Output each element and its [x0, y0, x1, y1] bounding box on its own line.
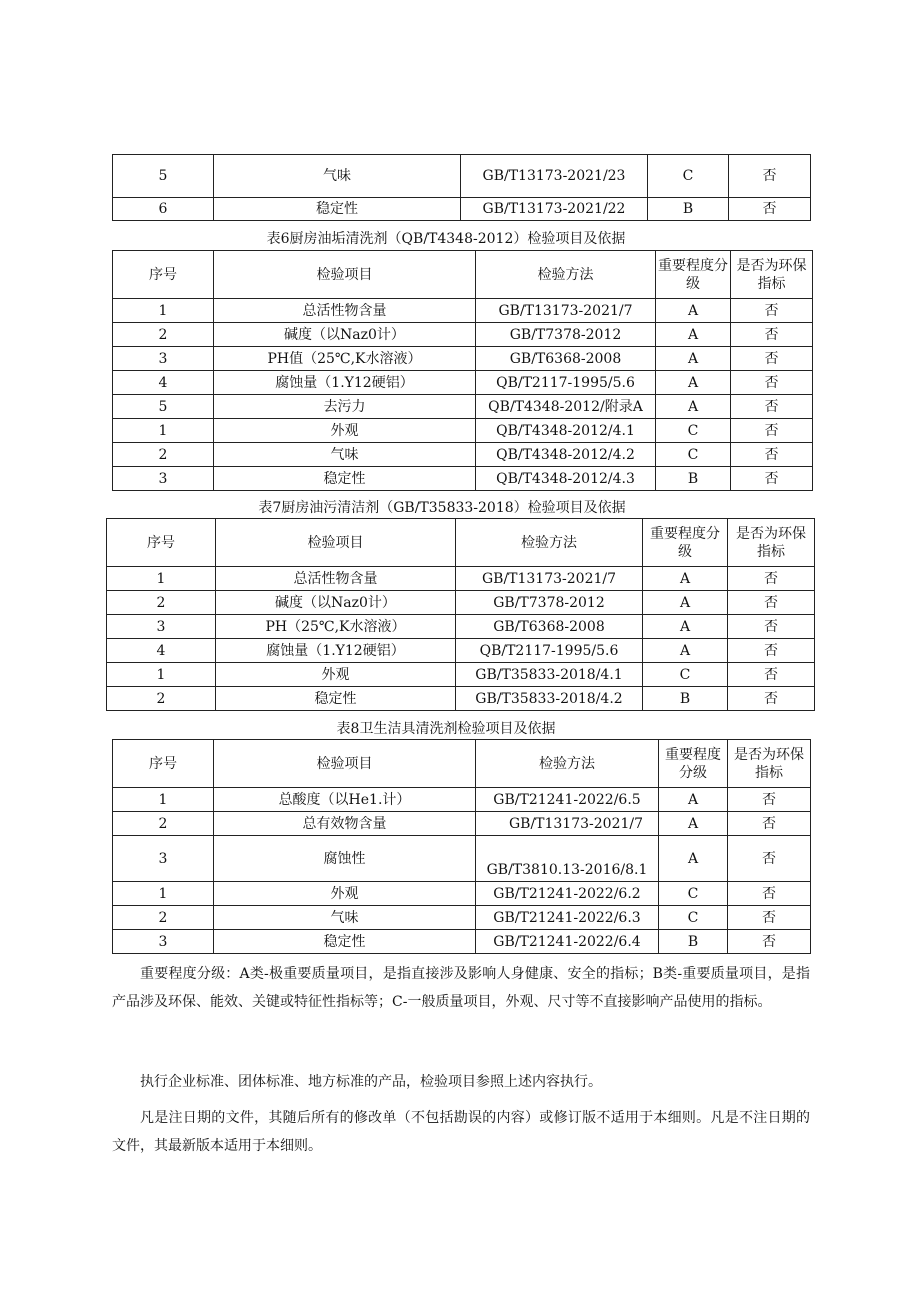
table6-caption: 表6厨房油垢清洗剂（QB/T4348-2012）检验项目及依据: [266, 231, 626, 247]
cell-no: 1: [113, 788, 214, 812]
cell-no: 5: [113, 155, 214, 198]
cell-grade: B: [648, 198, 729, 221]
table-row: [113, 371, 813, 395]
cell-item: 稳定性: [214, 198, 461, 221]
cell-env: 否: [731, 467, 813, 491]
table-row: [113, 155, 811, 198]
cell-item: 稳定性: [216, 687, 456, 711]
cell-env: 否: [728, 930, 811, 954]
header-env: 是否为环保指标: [728, 519, 815, 567]
table-row: [107, 663, 815, 687]
cell-item: 稳定性: [214, 930, 476, 954]
cell-method: GB/T35833-2018/4.2: [456, 687, 643, 711]
cell-no: 3: [113, 930, 214, 954]
table7: [106, 518, 815, 711]
cell-env: 否: [731, 299, 813, 323]
cell-env: 否: [731, 371, 813, 395]
table-row: [113, 323, 813, 347]
cell-no: 4: [107, 639, 216, 663]
cell-env: 否: [728, 906, 811, 930]
cell-env: 否: [731, 443, 813, 467]
cell-grade: A: [643, 615, 728, 639]
table-row: [107, 615, 815, 639]
grade-explanation-paragraph: 重要程度分级：A类-极重要质量项目，是指直接涉及影响人身健康、安全的指标；B类-重要质量项目，是指产品涉及环保、能效、关键或特征性指标等；C-一般质量项目，外观、尺寸等不直接影响产品使用的指标。: [112, 966, 810, 1010]
header-grade: 重要程度分级: [659, 740, 728, 788]
table8-caption: 表8卫生洁具清洗剂检验项目及依据: [336, 721, 556, 737]
cell-method: GB/T7378-2012: [456, 591, 643, 615]
standards-paragraph: 执行企业标准、团体标准、地方标准的产品，检验项目参照上述内容执行。: [140, 1074, 602, 1090]
cell-grade: C: [659, 882, 728, 906]
cell-item: 碱度（以Naz0计）: [216, 591, 456, 615]
cell-grade: B: [643, 687, 728, 711]
cell-item: 总活性物含量: [214, 299, 476, 323]
header-env: 是否为环保指标: [731, 251, 813, 299]
cell-env: 否: [728, 812, 811, 836]
cell-no: 1: [107, 663, 216, 687]
cell-grade: C: [648, 155, 729, 198]
cell-item: 去污力: [214, 395, 476, 419]
cell-no: 1: [113, 299, 214, 323]
cell-env: 否: [728, 591, 815, 615]
cell-grade: A: [656, 323, 731, 347]
cell-item: 外观: [214, 419, 476, 443]
cell-no: 2: [113, 812, 214, 836]
cell-env: 否: [731, 419, 813, 443]
table-header-row: [107, 519, 815, 567]
cell-no: 1: [113, 419, 214, 443]
dated-documents-paragraph: 凡是注日期的文件，其随后所有的修改单（不包括勘误的内容）或修订版不适用于本细则。凡是不注日期的文件，其最新版本适用于本细则。: [112, 1110, 810, 1154]
cell-grade: A: [656, 347, 731, 371]
table7-caption: 表7厨房油污清洁剂（GB/T35833-2018）检验项目及依据: [258, 500, 626, 516]
header-no: 序号: [113, 251, 214, 299]
table-row: [113, 882, 811, 906]
cell-method: GB/T21241-2022/6.3: [476, 906, 659, 930]
table-row: [113, 467, 813, 491]
cell-method: QB/T2117-1995/5.6: [456, 639, 643, 663]
cell-method: GB/T13173-2021/23: [461, 155, 648, 198]
cell-item: 气味: [214, 443, 476, 467]
table-row: [107, 639, 815, 663]
cell-method: GB/T13173-2021/22: [461, 198, 648, 221]
header-grade: 重要程度分级: [643, 519, 728, 567]
cell-item: 气味: [214, 155, 461, 198]
cell-env: 否: [729, 155, 811, 198]
cell-method: QB/T4348-2012/4.3: [476, 467, 656, 491]
cell-grade: C: [656, 443, 731, 467]
table-row: [113, 419, 813, 443]
cell-grade: B: [659, 930, 728, 954]
cell-env: 否: [731, 323, 813, 347]
cell-method: QB/T4348-2012/附录A: [476, 395, 656, 419]
cell-env: 否: [728, 663, 815, 687]
cell-grade: A: [656, 395, 731, 419]
header-item: 检验项目: [216, 519, 456, 567]
cell-item: 总活性物含量: [216, 567, 456, 591]
table-row: [113, 395, 813, 419]
table-row: [113, 812, 811, 836]
table-header-row: [113, 740, 811, 788]
cell-method: GB/T35833-2018/4.1: [456, 663, 643, 687]
cell-grade: C: [643, 663, 728, 687]
cell-no: 3: [107, 615, 216, 639]
header-no: 序号: [113, 740, 214, 788]
cell-method: GB/T21241-2022/6.2: [476, 882, 659, 906]
cell-grade: C: [656, 419, 731, 443]
cell-item: 外观: [214, 882, 476, 906]
cell-grade: A: [643, 591, 728, 615]
table-row: [113, 299, 813, 323]
cell-no: 1: [107, 567, 216, 591]
header-method: 检验方法: [476, 740, 659, 788]
cell-method: GB/T21241-2022/6.5: [476, 788, 659, 812]
cell-env: 否: [729, 198, 811, 221]
table-row: [113, 198, 811, 221]
header-no: 序号: [107, 519, 216, 567]
cell-grade: A: [656, 299, 731, 323]
table6: [112, 250, 813, 491]
cell-method: GB/T7378-2012: [476, 323, 656, 347]
cell-no: 5: [113, 395, 214, 419]
table-row: [107, 567, 815, 591]
header-item: 检验项目: [214, 251, 476, 299]
cell-method: GB/T13173-2021/7: [476, 812, 659, 836]
cell-no: 1: [113, 882, 214, 906]
cell-item: 气味: [214, 906, 476, 930]
cell-env: 否: [731, 347, 813, 371]
cell-grade: C: [659, 906, 728, 930]
table-row: [113, 836, 811, 882]
cell-no: 4: [113, 371, 214, 395]
cell-method: GB/T13173-2021/7: [456, 567, 643, 591]
table8: [112, 739, 811, 954]
cell-item: 腐蚀性: [214, 836, 476, 882]
cell-method: QB/T4348-2012/4.1: [476, 419, 656, 443]
cell-item: 稳定性: [214, 467, 476, 491]
cell-item: 腐蚀量（1.Y12硬铝）: [216, 639, 456, 663]
cell-env: 否: [728, 882, 811, 906]
header-grade: 重要程度分级: [656, 251, 731, 299]
cell-no: 2: [107, 591, 216, 615]
cell-grade: A: [659, 788, 728, 812]
cell-item: 总有效物含量: [214, 812, 476, 836]
table-row: [113, 443, 813, 467]
cell-env: 否: [728, 788, 811, 812]
cell-item: 腐蚀量（1.Y12硬铝）: [214, 371, 476, 395]
cell-method: QB/T2117-1995/5.6: [476, 371, 656, 395]
cell-env: 否: [728, 836, 811, 882]
cell-method: QB/T4348-2012/4.2: [476, 443, 656, 467]
table-header-row: [113, 251, 813, 299]
cell-grade: B: [656, 467, 731, 491]
table-row: [113, 788, 811, 812]
cell-no: 3: [113, 836, 214, 882]
table-row: [113, 906, 811, 930]
cell-method: GB/T21241-2022/6.4: [476, 930, 659, 954]
cell-method: GB/T6368-2008: [476, 347, 656, 371]
cell-item: 碱度（以Naz0计）: [214, 323, 476, 347]
cell-grade: A: [643, 567, 728, 591]
cell-item: PH值（25℃,K水溶液）: [214, 347, 476, 371]
cell-no: 2: [113, 323, 214, 347]
table-continuation: [112, 154, 811, 221]
table-row: [113, 930, 811, 954]
table-row: [107, 591, 815, 615]
cell-no: 3: [113, 467, 214, 491]
cell-item: PH（25℃,K水溶液）: [216, 615, 456, 639]
header-item: 检验项目: [214, 740, 476, 788]
cell-grade: A: [659, 836, 728, 882]
cell-item: 总酸度（以He1.计）: [214, 788, 476, 812]
table-row: [107, 687, 815, 711]
cell-item: 外观: [216, 663, 456, 687]
cell-grade: A: [643, 639, 728, 663]
cell-no: 6: [113, 198, 214, 221]
header-env: 是否为环保指标: [728, 740, 811, 788]
cell-grade: A: [656, 371, 731, 395]
cell-no: 2: [113, 443, 214, 467]
cell-no: 3: [113, 347, 214, 371]
cell-method: GB/T13173-2021/7: [476, 299, 656, 323]
cell-no: 2: [107, 687, 216, 711]
cell-method: GB/T6368-2008: [456, 615, 643, 639]
cell-no: 2: [113, 906, 214, 930]
table-row: [113, 347, 813, 371]
cell-env: 否: [728, 639, 815, 663]
cell-grade: A: [659, 812, 728, 836]
cell-env: 否: [731, 395, 813, 419]
header-method: 检验方法: [476, 251, 656, 299]
cell-method: GB/T3810.13-2016/8.1: [476, 836, 659, 882]
header-method: 检验方法: [456, 519, 643, 567]
cell-env: 否: [728, 615, 815, 639]
cell-env: 否: [728, 567, 815, 591]
cell-env: 否: [728, 687, 815, 711]
